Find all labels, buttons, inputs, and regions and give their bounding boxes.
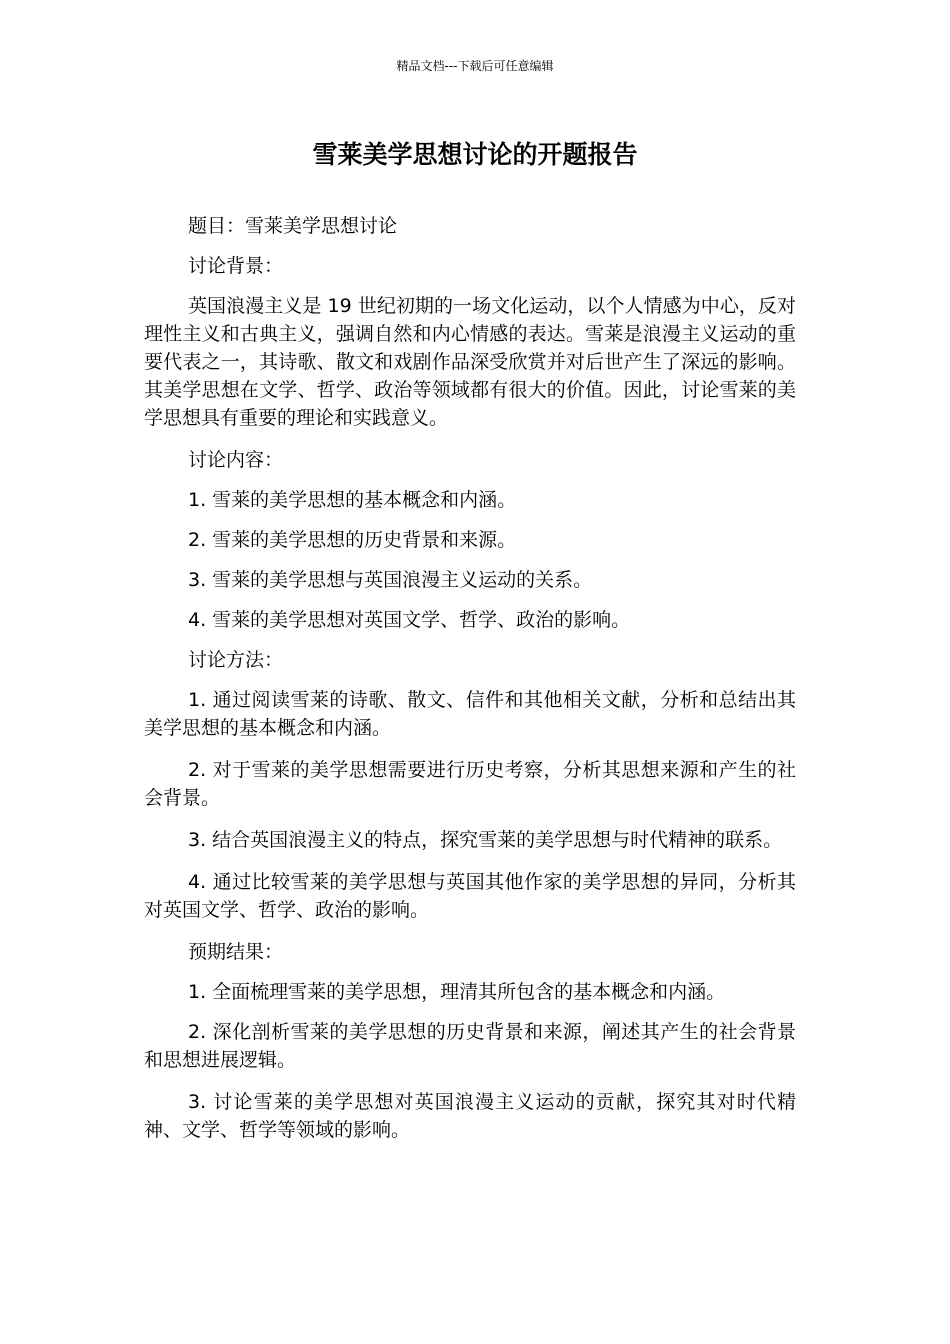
method-heading: 讨论方法： (188, 649, 284, 671)
results-item: 2. 深化剖析雪莱的美学思想的历史背景和来源，阐述其产生的社会背景和思想进展逻辑。 (144, 1021, 796, 1071)
content-item: 3. 雪莱的美学思想与英国浪漫主义运动的关系。 (188, 569, 593, 591)
results-item: 3. 讨论雪莱的美学思想对英国浪漫主义运动的贡献，探究其对时代精神、文学、哲学等领域的影响。 (144, 1091, 796, 1141)
background-heading: 讨论背景： (188, 255, 284, 277)
method-item: 2. 对于雪莱的美学思想需要进行历史考察，分析其思想来源和产生的社会背景。 (144, 759, 796, 809)
content-item: 2. 雪莱的美学思想的历史背景和来源。 (188, 529, 517, 551)
content-item: 1. 雪莱的美学思想的基本概念和内涵。 (188, 489, 517, 511)
method-item: 3. 结合英国浪漫主义的特点，探究雪莱的美学思想与时代精神的联系。 (188, 829, 783, 851)
background-paragraph: 英国浪漫主义是 19 世纪初期的一场文化运动，以个人情感为中心，反对理性主义和古典主义，强调自然和内心情感的表达。雪莱是浪漫主义运动的重要代表之一，其诗歌、散文和戏剧作品深受欣赏并对后世产生了深远的影响。其美学思想在文学、哲学、政治等领域都有很大的价值。因此，讨论雪莱的美学思想具有重要的理论和实践意义。 (144, 295, 796, 429)
method-item: 4. 通过比较雪莱的美学思想与英国其他作家的美学思想的异同，分析其对英国文学、哲学、政治的影响。 (144, 871, 796, 921)
document-title: 雪莱美学思想讨论的开题报告 (312, 140, 638, 169)
topic-line: 题目：雪莱美学思想讨论 (188, 215, 398, 237)
content-heading: 讨论内容： (188, 449, 284, 471)
method-item: 1. 通过阅读雪莱的诗歌、散文、信件和其他相关文献，分析和总结出其美学思想的基本概念和内涵。 (144, 689, 796, 739)
document-body (144, 212, 796, 1158)
results-item: 1. 全面梳理雪莱的美学思想，理清其所包含的基本概念和内涵。 (188, 981, 726, 1003)
header-note: 精品文档---下载后可任意编辑 (396, 59, 554, 73)
content-item: 4. 雪莱的美学思想对英国文学、哲学、政治的影响。 (188, 609, 631, 631)
results-heading: 预期结果： (188, 941, 284, 963)
